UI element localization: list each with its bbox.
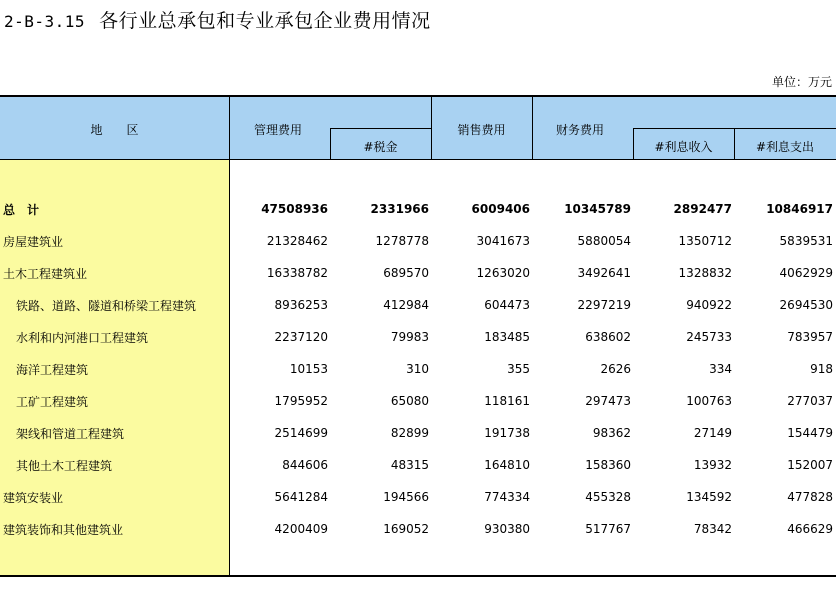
table-row: [0, 481, 836, 513]
cell-interest-income: 940922: [686, 298, 732, 312]
cell-finance-fees: 3492641: [577, 266, 631, 280]
cell-interest-income: 100763: [686, 394, 732, 408]
cell-interest-expense: 154479: [787, 426, 833, 440]
cell-sales-fees: 1263020: [476, 266, 530, 280]
cell-sales-fees: 164810: [484, 458, 530, 472]
cell-sales-fees: 930380: [484, 522, 530, 536]
cell-finance-fees: 517767: [585, 522, 631, 536]
header-divider: [532, 97, 533, 159]
cell-management-fees: 10153: [289, 362, 328, 376]
row-label: 海洋工程建筑: [16, 362, 89, 377]
table-code: 2-B-3.15: [4, 12, 86, 31]
header-tax: #税金: [363, 140, 398, 154]
cell-management-fees: 844606: [282, 458, 328, 472]
cell-management-fees: 4200409: [274, 522, 328, 536]
unit-label: 单位：万元: [771, 75, 832, 89]
header-management-fees: 管理费用: [254, 123, 303, 137]
cell-tax: 689570: [383, 266, 429, 280]
table-row: [0, 513, 836, 545]
table-row: [0, 449, 836, 481]
cell-interest-expense: 152007: [787, 458, 833, 472]
row-label: 土木工程建筑业: [3, 266, 88, 281]
data-table: [0, 193, 836, 545]
cell-interest-expense: 783957: [787, 330, 833, 344]
row-label: 建筑装饰和其他建筑业: [3, 522, 124, 537]
cell-management-fees: 21328462: [266, 234, 328, 248]
cell-interest-income: 13932: [693, 458, 732, 472]
cell-sales-fees: 191738: [484, 426, 530, 440]
header-interest-income: #利息收入: [654, 140, 713, 154]
cell-management-fees: 5641284: [274, 490, 328, 504]
cell-finance-fees: 638602: [585, 330, 631, 344]
cell-sales-fees: 6009406: [471, 202, 530, 216]
cell-interest-income: 1328832: [678, 266, 732, 280]
table-row: [0, 385, 836, 417]
cell-finance-fees: 297473: [585, 394, 631, 408]
cell-tax: 82899: [390, 426, 429, 440]
header-sales-fees: 销售费用: [457, 123, 506, 137]
row-label: 工矿工程建筑: [16, 394, 89, 409]
row-label: 建筑安装业: [3, 490, 64, 505]
table-row: [0, 417, 836, 449]
cell-interest-expense: 466629: [787, 522, 833, 536]
cell-interest-income: 27149: [693, 426, 732, 440]
row-label: 总 计: [3, 202, 40, 217]
header-subrule: [633, 128, 836, 129]
cell-finance-fees: 158360: [585, 458, 631, 472]
cell-tax: 169052: [383, 522, 429, 536]
cell-tax: 2331966: [370, 202, 429, 216]
cell-tax: 194566: [383, 490, 429, 504]
header-subrule: [330, 128, 431, 129]
cell-management-fees: 2237120: [274, 330, 328, 344]
cell-interest-income: 1350712: [678, 234, 732, 248]
cell-interest-income: 334: [709, 362, 732, 376]
header-finance-fees: 财务费用: [556, 123, 605, 137]
cell-finance-fees: 2626: [600, 362, 631, 376]
row-label: 房屋建筑业: [3, 234, 64, 249]
table-row: [0, 225, 836, 257]
table-bottom-rule: [0, 575, 836, 577]
cell-sales-fees: 183485: [484, 330, 530, 344]
cell-tax: 65080: [390, 394, 429, 408]
cell-tax: 1278778: [375, 234, 429, 248]
cell-sales-fees: 604473: [484, 298, 530, 312]
cell-finance-fees: 10345789: [564, 202, 631, 216]
table-row: [0, 257, 836, 289]
cell-interest-expense: 2694530: [779, 298, 833, 312]
row-label: 水利和内河港口工程建筑: [16, 330, 149, 345]
cell-interest-income: 78342: [693, 522, 732, 536]
cell-management-fees: 1795952: [274, 394, 328, 408]
cell-interest-expense: 277037: [787, 394, 833, 408]
cell-finance-fees: 455328: [585, 490, 631, 504]
cell-interest-expense: 4062929: [779, 266, 833, 280]
cell-tax: 48315: [390, 458, 429, 472]
cell-management-fees: 8936253: [274, 298, 328, 312]
cell-tax: 412984: [383, 298, 429, 312]
cell-finance-fees: 5880054: [577, 234, 631, 248]
cell-tax: 79983: [390, 330, 429, 344]
table-row: [0, 321, 836, 353]
table-row: [0, 289, 836, 321]
cell-management-fees: 2514699: [274, 426, 328, 440]
table-title: 各行业总承包和专业承包企业费用情况: [99, 10, 431, 32]
cell-sales-fees: 118161: [484, 394, 530, 408]
cell-interest-income: 2892477: [673, 202, 732, 216]
cell-management-fees: 47508936: [261, 202, 328, 216]
header-region: 地 区: [90, 123, 139, 137]
page-title: [4, 6, 431, 33]
cell-sales-fees: 3041673: [476, 234, 530, 248]
cell-interest-income: 245733: [686, 330, 732, 344]
cell-interest-income: 134592: [686, 490, 732, 504]
cell-tax: 310: [406, 362, 429, 376]
table-row: [0, 353, 836, 385]
cell-sales-fees: 774334: [484, 490, 530, 504]
cell-finance-fees: 98362: [592, 426, 631, 440]
cell-sales-fees: 355: [507, 362, 530, 376]
row-label: 其他土木工程建筑: [16, 458, 113, 473]
header-top-rule: [0, 95, 836, 97]
row-label: 铁路、道路、隧道和桥梁工程建筑: [16, 298, 197, 313]
header-interest-expense: #利息支出: [755, 140, 815, 154]
row-label: 架线和管道工程建筑: [16, 426, 125, 441]
cell-finance-fees: 2297219: [577, 298, 631, 312]
cell-interest-expense: 10846917: [766, 202, 833, 216]
cell-management-fees: 16338782: [266, 266, 328, 280]
cell-interest-expense: 5839531: [779, 234, 833, 248]
cell-interest-expense: 918: [810, 362, 833, 376]
cell-interest-expense: 477828: [787, 490, 833, 504]
table-row: [0, 193, 836, 225]
